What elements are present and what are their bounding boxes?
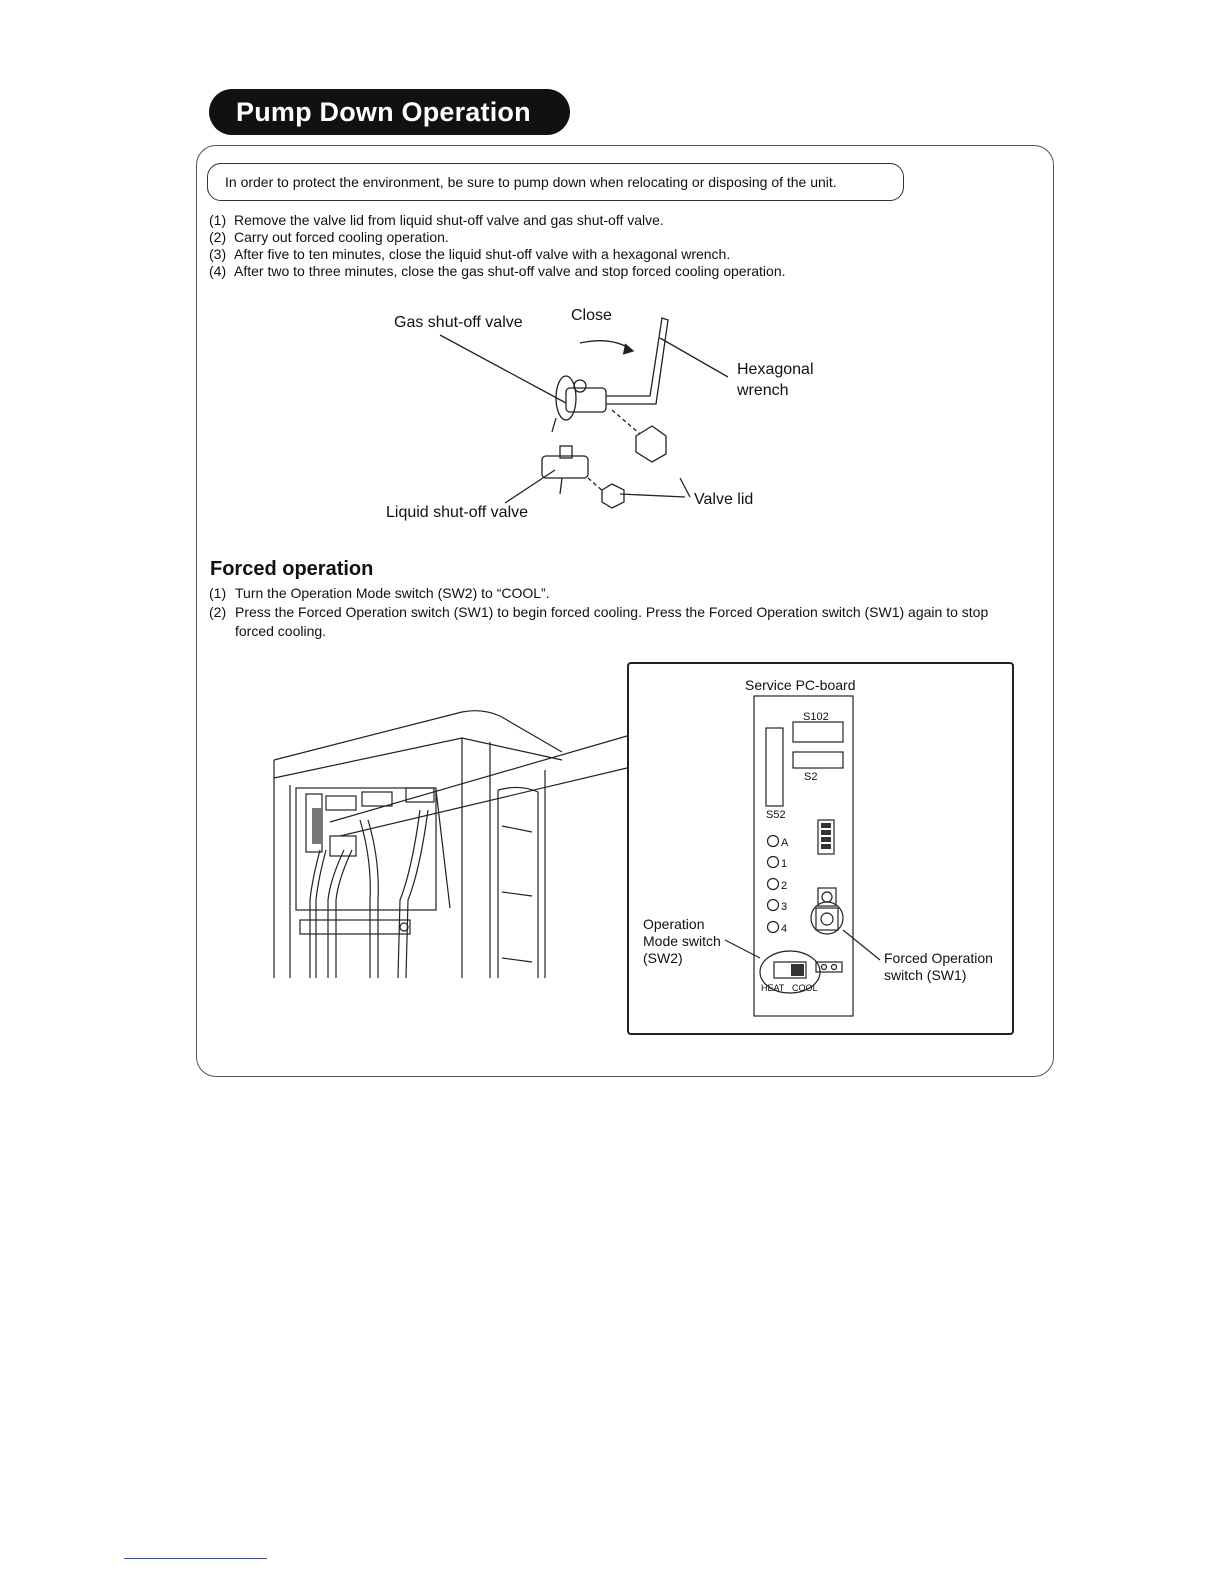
liquid-valve-label: Liquid shut-off valve — [386, 504, 529, 521]
wrench-label-line1: Hexagonal — [737, 361, 814, 378]
led-label-1: 1 — [781, 858, 788, 870]
forced-switch-label-line2: switch (SW1) — [884, 967, 967, 983]
step-text: Press the Forced Operation switch (SW1) to begin forced cooling. Press the Forced Operation switch (SW1) again to stop forced cooling. — [235, 604, 989, 639]
led-label-4: 4 — [781, 923, 788, 935]
led-label-a: A — [781, 837, 789, 849]
step-text: After five to ten minutes, close the liquid shut-off valve with a hexagonal wrench. — [234, 246, 731, 262]
cool-label: COOL — [792, 983, 818, 993]
mode-switch-label-line2: Mode switch — [643, 933, 721, 949]
s2-label: S2 — [804, 771, 818, 783]
step-number: (2) — [209, 604, 227, 620]
valve-lid-label: Valve lid — [694, 491, 754, 508]
s52-label: S52 — [766, 809, 786, 821]
close-label: Close — [571, 307, 612, 324]
led-label-2: 2 — [781, 880, 788, 892]
page-title: Pump Down Operation — [209, 89, 570, 135]
step-text: After two to three minutes, close the gas shut-off valve and stop forced cooling operation. — [234, 263, 786, 279]
step-text: Carry out forced cooling operation. — [234, 229, 449, 245]
mode-switch-label-line1: Operation — [643, 916, 705, 932]
forced-operation-title: Forced operation — [210, 558, 374, 580]
wrench-label-line2: wrench — [737, 382, 789, 399]
mode-switch-label-line3: (SW2) — [643, 950, 683, 966]
gas-valve-label: Gas shut-off valve — [394, 314, 523, 331]
step-number: (1) — [209, 585, 227, 601]
step-text: Remove the valve lid from liquid shut-off valve and gas shut-off valve. — [234, 212, 664, 228]
step-number: (3) — [209, 246, 227, 262]
heat-label: HEAT — [761, 983, 785, 993]
s102-label: S102 — [803, 711, 829, 723]
step-text: Turn the Operation Mode switch (SW2) to “COOL”. — [235, 585, 550, 601]
forced-switch-label-line1: Forced Operation — [884, 950, 993, 966]
step-number: (1) — [209, 212, 227, 228]
environment-notice: In order to protect the environment, be sure to pump down when relocating or disposing of the unit. — [207, 163, 904, 201]
pcb-title: Service PC-board — [745, 677, 856, 693]
step-number: (4) — [209, 263, 227, 279]
led-label-3: 3 — [781, 901, 788, 913]
footer-rule — [124, 1558, 267, 1559]
step-number: (2) — [209, 229, 227, 245]
